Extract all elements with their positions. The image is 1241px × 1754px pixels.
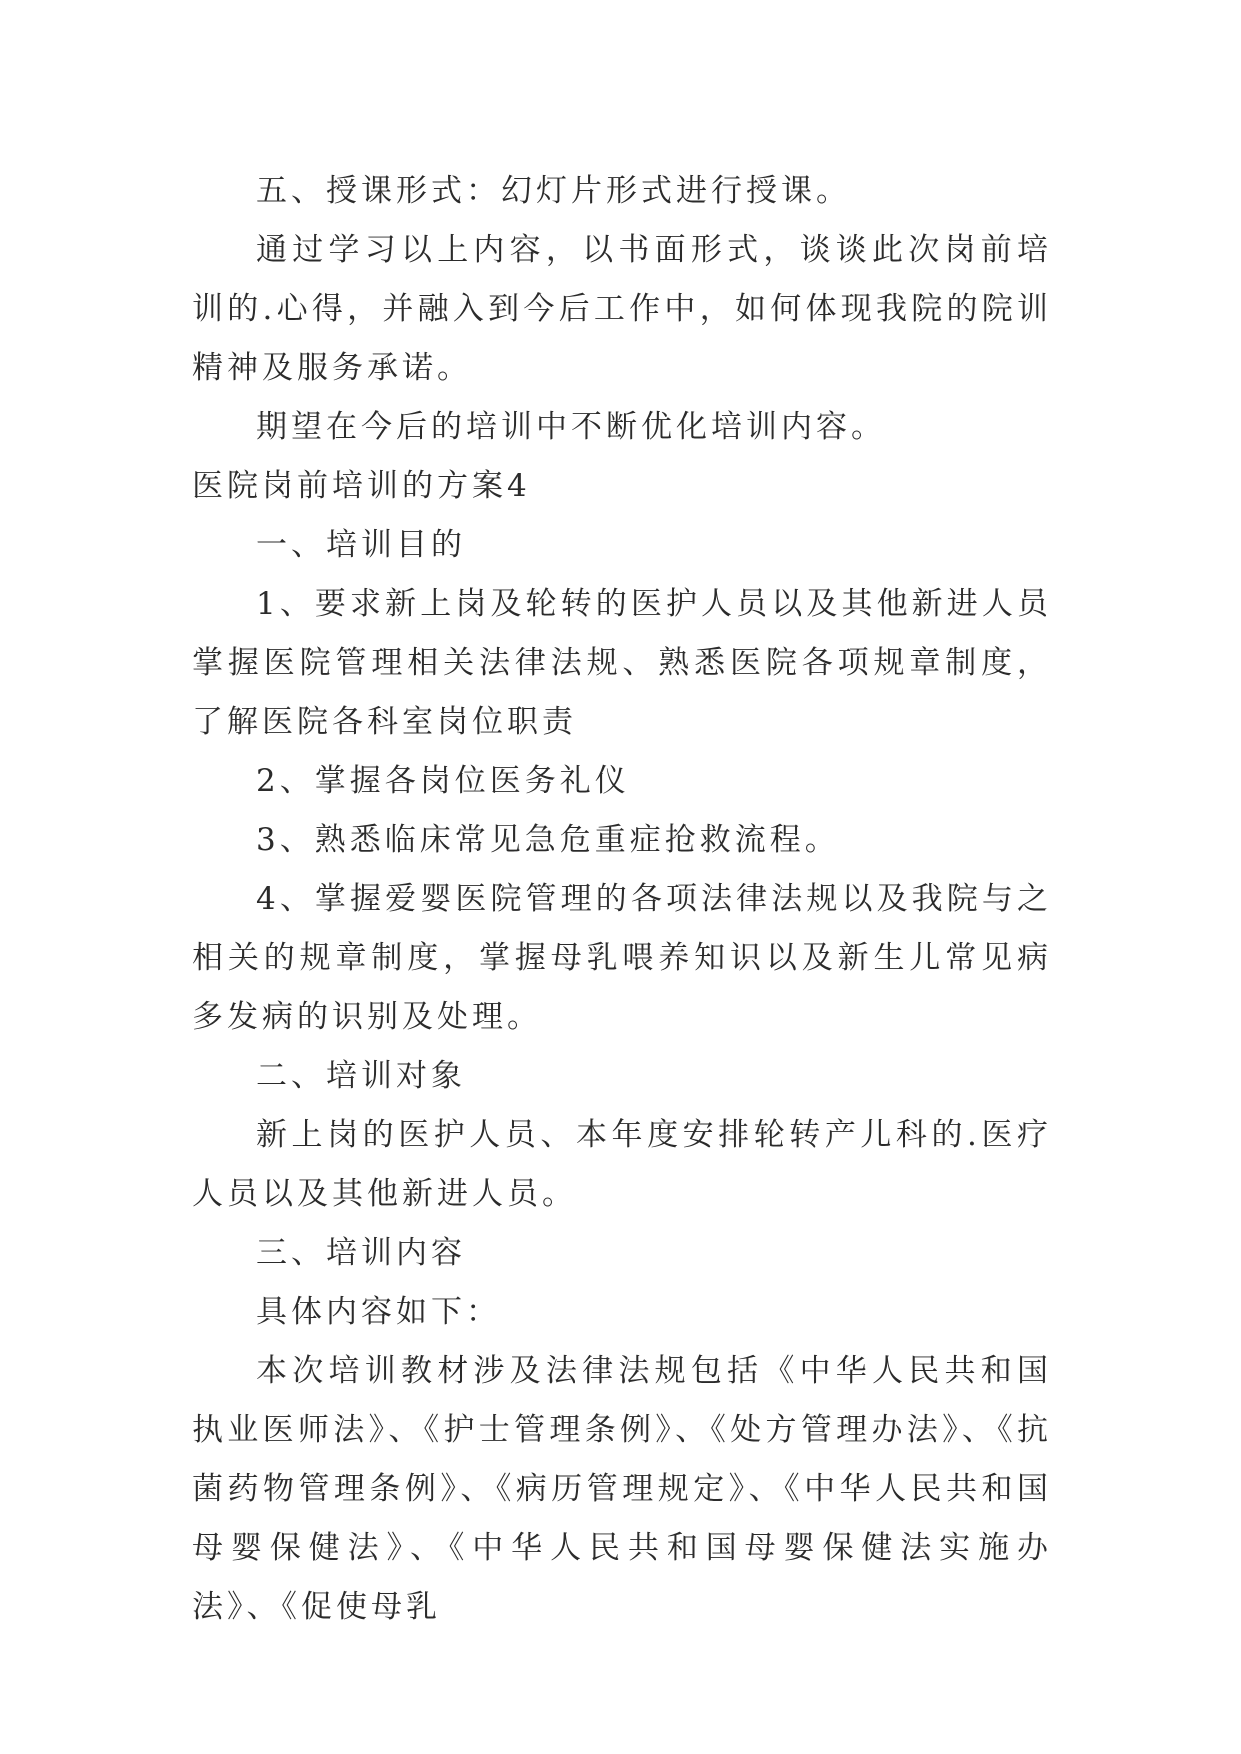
paragraph-purpose-4: 4、掌握爱婴医院管理的各项法律法规以及我院与之相关的规章制度，掌握母乳喂养知识以及新生儿常见病多发病的识别及处理。 [192, 881, 1052, 1035]
paragraph-purpose-2: 2、掌握各岗位医务礼仪 [256, 763, 630, 799]
heading-training-purpose: 一、培训目的 [256, 527, 466, 563]
document-body [192, 162, 1052, 1637]
paragraph-training-target: 新上岗的医护人员、本年度安排轮转产儿科的.医疗人员以及其他新进人员。 [192, 1117, 1052, 1212]
paragraph-laws-list: 本次培训教材涉及法律法规包括《中华人民共和国执业医师法》、《护士管理条例》、《处方管理办法》、《抗菌药物管理条例》、《病历管理规定》、《中华人民共和国母婴保健法》、《中华人民共和国母婴保健法实施办法》、《促使母乳 [192, 1353, 1052, 1625]
paragraph-purpose-3: 3、熟悉临床常见急危重症抢救流程。 [256, 822, 840, 858]
section-title-plan-4: 医院岗前培训的方案4 [192, 468, 531, 504]
paragraph-purpose-1: 1、要求新上岗及轮转的医护人员以及其他新进人员掌握医院管理相关法律法规、熟悉医院各项规章制度，了解医院各科室岗位职责 [192, 586, 1052, 740]
paragraph-study-reflection: 通过学习以上内容，以书面形式，谈谈此次岗前培训的.心得，并融入到今后工作中，如何体现我院的院训精神及服务承诺。 [192, 232, 1052, 386]
paragraph-content-intro: 具体内容如下： [256, 1294, 501, 1330]
paragraph-expectation: 期望在今后的培训中不断优化培训内容。 [256, 409, 886, 445]
heading-training-target: 二、培训对象 [256, 1058, 466, 1094]
heading-training-content: 三、培训内容 [256, 1235, 466, 1271]
paragraph-teaching-format: 五、授课形式：幻灯片形式进行授课。 [256, 173, 851, 209]
